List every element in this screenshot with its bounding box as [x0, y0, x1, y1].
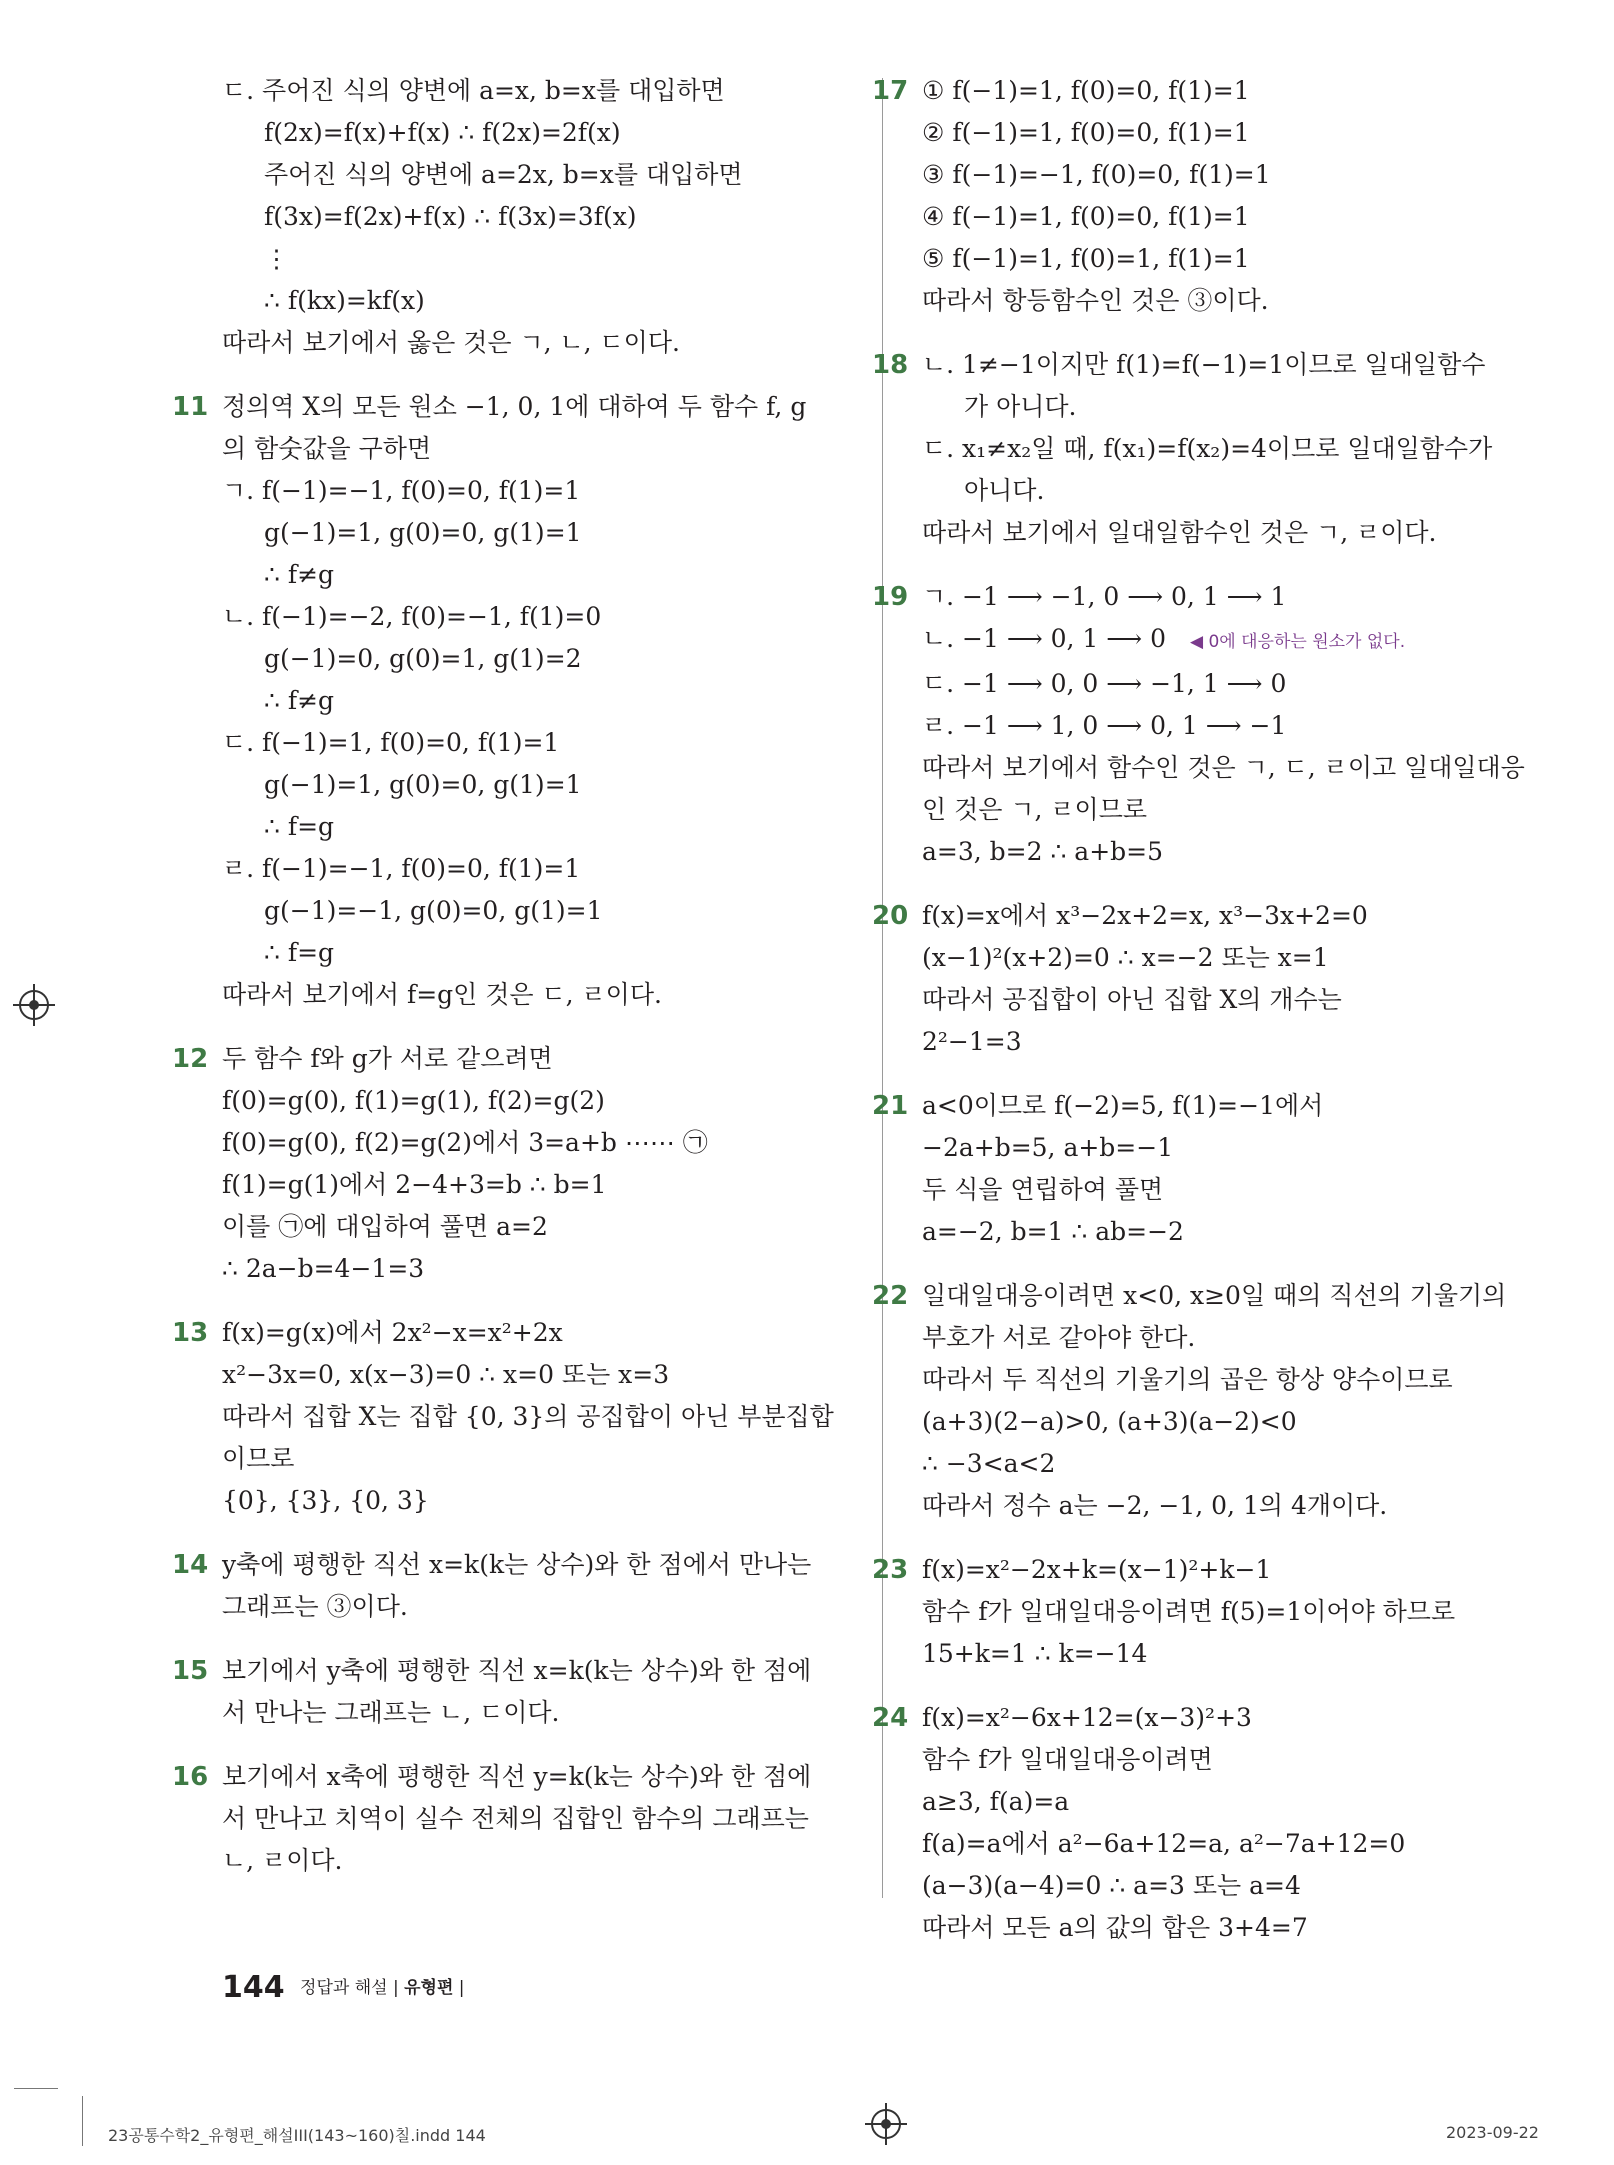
solution-text: ④ f(−1)=1, f(0)=0, f(1)=1 [922, 202, 1250, 231]
solution-line [222, 1396, 862, 1438]
problem-number: 23 [872, 1555, 909, 1585]
solution-line [922, 895, 1562, 937]
solution-text: 일대일대응이려면 x<0, x≥0일 때의 직선의 기울기의 [922, 1281, 1507, 1310]
solution-text: f(0)=g(0), f(2)=g(2)에서 3=a+b ⋯⋯ ㉠ [222, 1128, 708, 1157]
solution-text: (a+3)(2−a)>0, (a+3)(a−2)<0 [922, 1407, 1297, 1436]
crop-mark [14, 2088, 58, 2089]
problem-number: 11 [172, 392, 209, 422]
solution-block [872, 895, 1562, 1063]
solution-line [922, 1865, 1562, 1907]
solution-line [922, 1739, 1562, 1781]
page-footer [222, 1970, 465, 2005]
solution-text: 15+k=1 ∴ k=−14 [922, 1639, 1148, 1668]
solution-line [222, 806, 862, 848]
solution-text: ㄱ. f(−1)=−1, f(0)=0, f(1)=1 [222, 476, 581, 505]
solution-text: a=3, b=2 ∴ a+b=5 [922, 837, 1164, 866]
solution-line [222, 512, 862, 554]
solution-line [222, 470, 862, 512]
solution-line [222, 112, 862, 154]
solution-line [922, 428, 1562, 470]
solution-text: f(1)=g(1)에서 2−4+3=b ∴ b=1 [222, 1170, 607, 1199]
solution-text: 보기에서 y축에 평행한 직선 x=k(k는 상수)와 한 점에 [222, 1656, 812, 1685]
problem-number: 13 [172, 1318, 209, 1348]
solution-text: g(−1)=0, g(0)=1, g(1)=2 [264, 644, 582, 673]
solution-line [222, 1206, 862, 1248]
solution-line [222, 1798, 862, 1840]
solution-text: ㄷ. x₁≠x₂일 때, f(x₁)=f(x₂)=4이므로 일대일함수가 [922, 434, 1493, 463]
solution-line [922, 831, 1562, 873]
solution-text: 가 아니다. [964, 392, 1077, 421]
solution-block [172, 1038, 862, 1290]
solution-text: ∴ 2a−b=4−1=3 [222, 1254, 425, 1283]
solution-block [872, 70, 1562, 322]
solution-line [922, 1443, 1562, 1485]
side-note: ◀ 0에 대응하는 원소가 없다. [1189, 632, 1406, 652]
solution-line [222, 1480, 862, 1522]
solution-line [922, 196, 1562, 238]
footer-section: 정답과 해설 [300, 1978, 388, 1998]
solution-line [922, 789, 1562, 831]
solution-line [922, 1169, 1562, 1211]
solution-text: 따라서 보기에서 옳은 것은 ㄱ, ㄴ, ㄷ이다. [222, 328, 680, 357]
solution-text: ② f(−1)=1, f(0)=0, f(1)=1 [922, 118, 1250, 147]
problem-number: 14 [172, 1550, 209, 1580]
solution-text: 2²−1=3 [922, 1027, 1022, 1056]
solution-line [922, 1907, 1562, 1949]
solution-block [172, 1544, 862, 1628]
problem-number: 12 [172, 1044, 209, 1074]
solution-line [922, 747, 1562, 789]
solution-line [922, 112, 1562, 154]
solution-text: 따라서 보기에서 f=g인 것은 ㄷ, ㄹ이다. [222, 980, 662, 1009]
solution-block [872, 1275, 1562, 1527]
solution-text: 서 만나는 그래프는 ㄴ, ㄷ이다. [222, 1698, 560, 1727]
solution-text: 따라서 보기에서 함수인 것은 ㄱ, ㄷ, ㄹ이고 일대일대응 [922, 753, 1525, 782]
solution-line [922, 1275, 1562, 1317]
solution-line [922, 618, 1562, 663]
solution-line [922, 154, 1562, 196]
solution-line [922, 1591, 1562, 1633]
solution-text: 따라서 모든 a의 값의 합은 3+4=7 [922, 1913, 1308, 1942]
solution-line [922, 1359, 1562, 1401]
solution-line [222, 1840, 862, 1882]
solution-text: ㄹ. −1 ⟶ 1, 0 ⟶ 0, 1 ⟶ −1 [922, 711, 1287, 740]
solution-text: 아니다. [964, 476, 1045, 505]
solution-line [222, 596, 862, 638]
solution-text: 따라서 집합 X는 집합 {0, 3}의 공집합이 아닌 부분집합 [222, 1402, 834, 1431]
solution-line [222, 974, 862, 1016]
problem-number: 21 [872, 1091, 909, 1121]
solution-line [222, 1438, 862, 1480]
solution-text: 따라서 보기에서 일대일함수인 것은 ㄱ, ㄹ이다. [922, 518, 1437, 547]
solution-block [172, 1756, 862, 1882]
solution-block [872, 344, 1562, 554]
solution-line [922, 1211, 1562, 1253]
solution-line [222, 848, 862, 890]
crop-mark-vertical [82, 2096, 83, 2146]
solution-line [922, 386, 1562, 428]
solution-line [922, 470, 1562, 512]
solution-line [222, 1038, 862, 1080]
solution-text: f(3x)=f(2x)+f(x) ∴ f(3x)=3f(x) [264, 202, 637, 231]
solution-text: 따라서 공집합이 아닌 집합 X의 개수는 [922, 985, 1342, 1014]
solution-text: ㄴ, ㄹ이다. [222, 1846, 343, 1875]
solution-line [222, 1312, 862, 1354]
solution-line [222, 764, 862, 806]
solution-line [922, 1697, 1562, 1739]
solution-text: f(x)=g(x)에서 2x²−x=x²+2x [222, 1318, 563, 1347]
solution-text: 함수 f가 일대일대응이려면 f(5)=1이어야 하므로 [922, 1597, 1456, 1626]
solution-line [922, 663, 1562, 705]
solution-line [222, 932, 862, 974]
solution-line [922, 1021, 1562, 1063]
solution-line [922, 1549, 1562, 1591]
solution-text: y축에 평행한 직선 x=k(k는 상수)와 한 점에서 만나는 [222, 1550, 812, 1579]
solution-line [222, 280, 862, 322]
solution-text: x²−3x=0, x(x−3)=0 ∴ x=0 또는 x=3 [222, 1360, 670, 1389]
print-slug-file: 23공통수학2_유형편_해설III(143~160)칠.indd 144 [108, 2126, 486, 2145]
solution-block [872, 1085, 1562, 1253]
solution-line [922, 280, 1562, 322]
solution-text: 그래프는 ③이다. [222, 1592, 408, 1621]
solution-block [872, 1697, 1562, 1949]
solution-line [222, 1080, 862, 1122]
right-column [872, 70, 1562, 1971]
solution-text: ⋮ [264, 244, 289, 273]
solution-text: {0}, {3}, {0, 3} [222, 1486, 429, 1515]
solution-text: −2a+b=5, a+b=−1 [922, 1133, 1174, 1162]
solution-text: g(−1)=1, g(0)=0, g(1)=1 [264, 770, 582, 799]
solution-line [222, 428, 862, 470]
solution-block [172, 386, 862, 1016]
solution-text: 따라서 정수 a는 −2, −1, 0, 1의 4개이다. [922, 1491, 1388, 1520]
footer-separator-end: | [458, 1978, 465, 1998]
registration-mark-icon [871, 2109, 901, 2139]
problem-number: 19 [872, 582, 909, 612]
solution-line [222, 680, 862, 722]
solution-text: 보기에서 x축에 평행한 직선 y=k(k는 상수)와 한 점에 [222, 1762, 812, 1791]
problem-number: 16 [172, 1762, 209, 1792]
solution-text: ③ f(−1)=−1, f(0)=0, f(1)=1 [922, 160, 1271, 189]
solution-text: ∴ −3<a<2 [922, 1449, 1056, 1478]
solution-text: ⑤ f(−1)=1, f(0)=1, f(1)=1 [922, 244, 1250, 273]
solution-text: 정의역 X의 모든 원소 −1, 0, 1에 대하여 두 함수 f, g [222, 392, 807, 421]
solution-line [222, 554, 862, 596]
solution-text: 부호가 서로 같아야 한다. [922, 1323, 1196, 1352]
solution-line [922, 1085, 1562, 1127]
solution-line [922, 576, 1562, 618]
solution-line [922, 1127, 1562, 1169]
solution-line [922, 1823, 1562, 1865]
solution-text: 따라서 두 직선의 기울기의 곱은 항상 양수이므로 [922, 1365, 1453, 1394]
registration-mark-icon [19, 990, 49, 1020]
solution-text: ① f(−1)=1, f(0)=0, f(1)=1 [922, 76, 1250, 105]
solution-text: f(2x)=f(x)+f(x) ∴ f(2x)=2f(x) [264, 118, 621, 147]
solution-block [172, 1650, 862, 1734]
solution-block [222, 70, 862, 364]
solution-text: 이므로 [222, 1444, 295, 1473]
solution-text: f(a)=a에서 a²−6a+12=a, a²−7a+12=0 [922, 1829, 1406, 1858]
solution-line [922, 344, 1562, 386]
solution-line [222, 1122, 862, 1164]
solution-text: f(x)=x²−2x+k=(x−1)²+k−1 [922, 1555, 1272, 1584]
problem-number: 20 [872, 901, 909, 931]
solution-text: ㄹ. f(−1)=−1, f(0)=0, f(1)=1 [222, 854, 581, 883]
solution-text: ㄷ. 주어진 식의 양변에 a=x, b=x를 대입하면 [222, 76, 725, 105]
solution-text: 의 함숫값을 구하면 [222, 434, 432, 463]
problem-number: 24 [872, 1703, 909, 1733]
solution-line [922, 1781, 1562, 1823]
solution-text: ㄱ. −1 ⟶ −1, 0 ⟶ 0, 1 ⟶ 1 [922, 582, 1287, 611]
solution-text: 두 함수 f와 g가 서로 같으려면 [222, 1044, 553, 1073]
problem-number: 18 [872, 350, 909, 380]
solution-line [222, 70, 862, 112]
solution-text: 이를 ㉠에 대입하여 풀면 a=2 [222, 1212, 548, 1241]
solution-text: 서 만나고 치역이 실수 전체의 집합인 함수의 그래프는 [222, 1804, 809, 1833]
solution-text: f(0)=g(0), f(1)=g(1), f(2)=g(2) [222, 1086, 605, 1115]
solution-text: ㄴ. f(−1)=−2, f(0)=−1, f(1)=0 [222, 602, 602, 631]
left-column [172, 70, 862, 1904]
solution-text: 인 것은 ㄱ, ㄹ이므로 [922, 795, 1147, 824]
solution-text: 함수 f가 일대일대응이려면 [922, 1745, 1213, 1774]
solution-block [172, 1312, 862, 1522]
solution-line [222, 1692, 862, 1734]
solution-text: g(−1)=−1, g(0)=0, g(1)=1 [264, 896, 603, 925]
solution-text: (x−1)²(x+2)=0 ∴ x=−2 또는 x=1 [922, 943, 1329, 972]
solution-line [922, 705, 1562, 747]
solution-block [872, 1549, 1562, 1675]
problem-number: 22 [872, 1281, 909, 1311]
solution-text: ㄴ. −1 ⟶ 0, 1 ⟶ 0 [922, 624, 1166, 653]
solution-text: a<0이므로 f(−2)=5, f(1)=−1에서 [922, 1091, 1324, 1120]
solution-line [222, 722, 862, 764]
solution-text: ㄷ. f(−1)=1, f(0)=0, f(1)=1 [222, 728, 560, 757]
solution-text: ∴ f=g [264, 812, 335, 841]
solution-text: ∴ f(kx)=kf(x) [264, 286, 425, 315]
solution-line [222, 386, 862, 428]
solution-line [922, 1401, 1562, 1443]
solution-line [922, 512, 1562, 554]
page-number: 144 [222, 1970, 285, 2005]
solution-line [222, 1756, 862, 1798]
solution-text: (a−3)(a−4)=0 ∴ a=3 또는 a=4 [922, 1871, 1301, 1900]
solution-text: g(−1)=1, g(0)=0, g(1)=1 [264, 518, 582, 547]
solution-line [922, 238, 1562, 280]
solution-line [222, 1586, 862, 1628]
solution-line [922, 979, 1562, 1021]
footer-separator: | [392, 1978, 399, 1998]
solution-text: 따라서 항등함수인 것은 ③이다. [922, 286, 1269, 315]
solution-line [222, 1544, 862, 1586]
solution-text: ∴ f=g [264, 938, 335, 967]
problem-number: 17 [872, 76, 909, 106]
solution-line [222, 1248, 862, 1290]
solution-line [222, 1650, 862, 1692]
solution-text: ㄴ. 1≠−1이지만 f(1)=f(−1)=1이므로 일대일함수 [922, 350, 1486, 379]
solution-line [222, 1354, 862, 1396]
solution-text: ㄷ. −1 ⟶ 0, 0 ⟶ −1, 1 ⟶ 0 [922, 669, 1287, 698]
solution-text: ∴ f≠g [264, 560, 335, 589]
solution-text: a≥3, f(a)=a [922, 1787, 1070, 1816]
solution-text: ∴ f≠g [264, 686, 335, 715]
solution-block [872, 576, 1562, 873]
solution-line [222, 638, 862, 680]
problem-number: 15 [172, 1656, 209, 1686]
solution-line [922, 1633, 1562, 1675]
solution-line [222, 154, 862, 196]
solution-text: 두 식을 연립하여 풀면 [922, 1175, 1164, 1204]
solution-line [222, 238, 862, 280]
solution-line [922, 1317, 1562, 1359]
solution-text: f(x)=x에서 x³−2x+2=x, x³−3x+2=0 [922, 901, 1368, 930]
solution-text: a=−2, b=1 ∴ ab=−2 [922, 1217, 1184, 1246]
solution-text: 주어진 식의 양변에 a=2x, b=x를 대입하면 [264, 160, 743, 189]
print-slug-date: 2023-09-22 [1446, 2123, 1539, 2142]
solution-text: f(x)=x²−6x+12=(x−3)²+3 [922, 1703, 1252, 1732]
solution-line [922, 937, 1562, 979]
solution-line [222, 196, 862, 238]
solution-line [922, 1485, 1562, 1527]
solution-line [222, 322, 862, 364]
footer-part: 유형편 [404, 1978, 454, 1998]
solution-line [222, 1164, 862, 1206]
solution-line [922, 70, 1562, 112]
solution-line [222, 890, 862, 932]
